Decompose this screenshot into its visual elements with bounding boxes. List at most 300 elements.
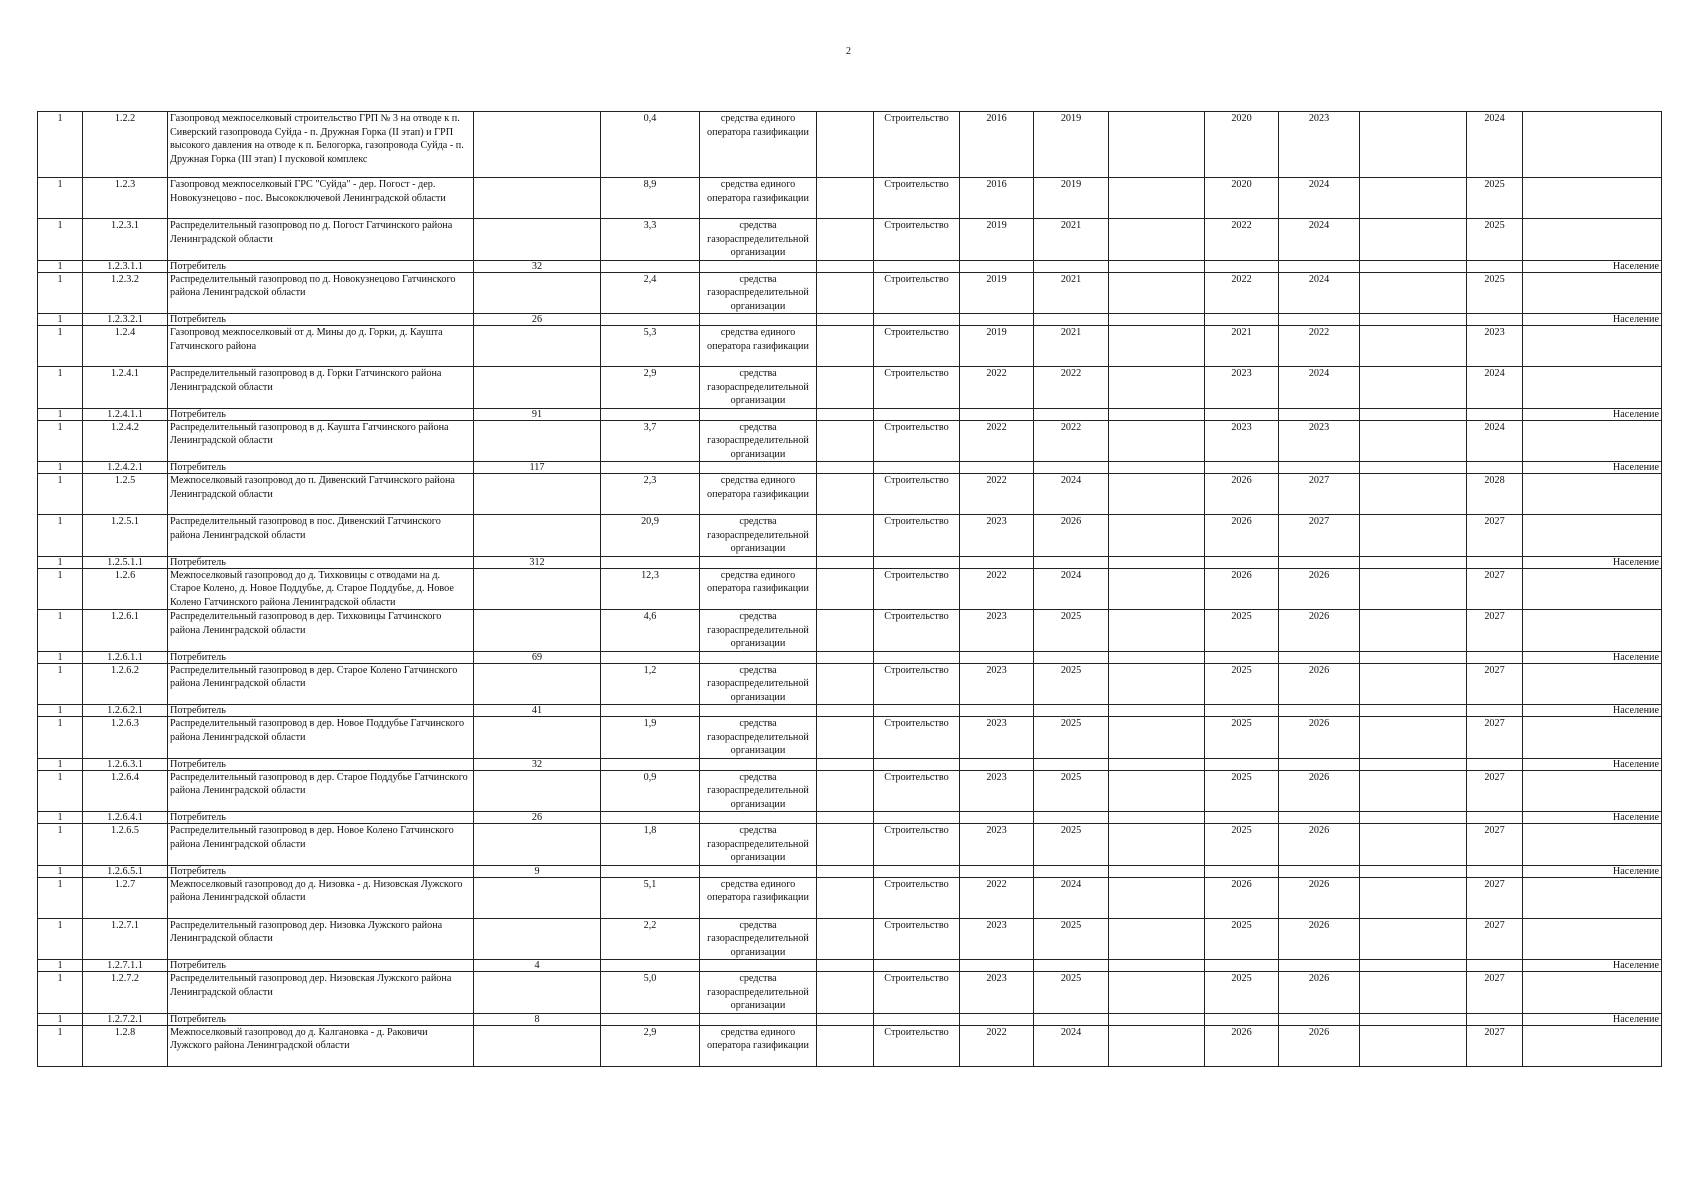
empty-cell xyxy=(1360,918,1467,960)
year-plan-start-cell: 2025 xyxy=(1205,770,1279,812)
empty-cell xyxy=(1109,474,1205,515)
object-name-cell: Распределительный газопровод в пос. Дивенский Гатчинского района Ленинградской области xyxy=(168,515,474,557)
consumer-count-cell xyxy=(474,112,601,178)
empty-cell xyxy=(700,1013,817,1025)
empty-cell xyxy=(1205,408,1279,420)
empty-cell xyxy=(1467,260,1523,272)
consumer-count-cell: 32 xyxy=(474,758,601,770)
year-commission-cell: 2023 xyxy=(1467,326,1523,367)
object-row xyxy=(38,663,1662,705)
empty-cell xyxy=(817,219,874,261)
consumer-row xyxy=(38,758,1662,770)
code-cell: 1.2.3.2 xyxy=(83,272,168,314)
consumer-label-cell: Потребитель xyxy=(168,462,474,474)
consumer-category-cell xyxy=(1523,824,1662,866)
empty-cell xyxy=(874,408,960,420)
code-cell: 1.2.6.3.1 xyxy=(83,758,168,770)
year-end-cell: 2022 xyxy=(1034,420,1109,462)
empty-cell xyxy=(1109,462,1205,474)
consumer-category-cell: Население xyxy=(1523,314,1662,326)
object-name-cell: Распределительный газопровод в дер. Старое Колено Гатчинского района Ленинградской области xyxy=(168,663,474,705)
empty-cell xyxy=(1034,651,1109,663)
object-row xyxy=(38,877,1662,918)
funding-source-cell: средства единого оператора газификации xyxy=(700,1025,817,1066)
empty-cell xyxy=(817,420,874,462)
year-plan-start-cell: 2026 xyxy=(1205,1025,1279,1066)
year-start-cell: 2023 xyxy=(960,663,1034,705)
year-start-cell: 2023 xyxy=(960,918,1034,960)
year-end-cell: 2025 xyxy=(1034,972,1109,1014)
empty-cell xyxy=(1360,515,1467,557)
empty-cell xyxy=(960,260,1034,272)
consumer-category-cell: Население xyxy=(1523,812,1662,824)
consumer-category-cell xyxy=(1523,610,1662,652)
empty-cell xyxy=(700,758,817,770)
empty-cell xyxy=(960,314,1034,326)
consumer-count-cell: 312 xyxy=(474,556,601,568)
object-row xyxy=(38,568,1662,610)
code-cell: 1.2.6.5 xyxy=(83,824,168,866)
length-cell: 5,1 xyxy=(601,877,700,918)
year-commission-cell: 2027 xyxy=(1467,918,1523,960)
consumer-label-cell: Потребитель xyxy=(168,812,474,824)
code-cell: 1.2.6 xyxy=(83,568,168,610)
consumer-count-cell: 32 xyxy=(474,260,601,272)
empty-cell xyxy=(1109,610,1205,652)
code-cell: 1.2.6.2.1 xyxy=(83,705,168,717)
empty-cell xyxy=(817,515,874,557)
object-name-cell: Распределительный газопровод в д. Горки Гатчинского района Ленинградской области xyxy=(168,367,474,409)
empty-cell xyxy=(1467,812,1523,824)
code-cell: 1.2.3 xyxy=(83,178,168,219)
year-plan-start-cell: 2023 xyxy=(1205,367,1279,409)
year-plan-start-cell: 2026 xyxy=(1205,877,1279,918)
empty-cell xyxy=(1109,758,1205,770)
empty-cell xyxy=(1467,314,1523,326)
code-cell: 1.2.6.1 xyxy=(83,610,168,652)
consumer-count-cell xyxy=(474,770,601,812)
year-end-cell: 2025 xyxy=(1034,663,1109,705)
row-index-cell: 1 xyxy=(38,918,83,960)
year-plan-end-cell: 2026 xyxy=(1279,824,1360,866)
year-commission-cell: 2027 xyxy=(1467,717,1523,759)
year-plan-start-cell: 2025 xyxy=(1205,918,1279,960)
empty-cell xyxy=(1109,877,1205,918)
consumer-label-cell: Потребитель xyxy=(168,1013,474,1025)
empty-cell xyxy=(1467,556,1523,568)
code-cell: 1.2.5.1 xyxy=(83,515,168,557)
empty-cell xyxy=(700,462,817,474)
object-row xyxy=(38,717,1662,759)
year-plan-end-cell: 2022 xyxy=(1279,326,1360,367)
object-name-cell: Межпоселковый газопровод до п. Дивенский Гатчинского района Ленинградской области xyxy=(168,474,474,515)
empty-cell xyxy=(817,972,874,1014)
empty-cell xyxy=(700,705,817,717)
empty-cell xyxy=(817,408,874,420)
year-end-cell: 2025 xyxy=(1034,717,1109,759)
row-index-cell: 1 xyxy=(38,326,83,367)
object-name-cell: Межпоселковый газопровод до д. Низовка - д. Низовская Лужского района Ленинградской области xyxy=(168,877,474,918)
year-plan-start-cell: 2025 xyxy=(1205,610,1279,652)
length-cell: 8,9 xyxy=(601,178,700,219)
work-type-cell: Строительство xyxy=(874,515,960,557)
consumer-count-cell: 41 xyxy=(474,705,601,717)
year-commission-cell: 2025 xyxy=(1467,178,1523,219)
consumer-category-cell xyxy=(1523,663,1662,705)
object-name-cell: Распределительный газопровод дер. Низовка Лужского района Ленинградской области xyxy=(168,918,474,960)
year-start-cell: 2023 xyxy=(960,610,1034,652)
empty-cell xyxy=(874,758,960,770)
work-type-cell: Строительство xyxy=(874,918,960,960)
consumer-row xyxy=(38,556,1662,568)
empty-cell xyxy=(817,556,874,568)
consumer-label-cell: Потребитель xyxy=(168,865,474,877)
empty-cell xyxy=(1109,663,1205,705)
consumer-label-cell: Потребитель xyxy=(168,651,474,663)
funding-source-cell: средства единого оператора газификации xyxy=(700,568,817,610)
empty-cell xyxy=(1360,824,1467,866)
empty-cell xyxy=(1279,462,1360,474)
funding-source-cell: средства газораспределительной организации xyxy=(700,663,817,705)
length-cell: 1,2 xyxy=(601,663,700,705)
gasification-table xyxy=(37,111,1662,1067)
empty-cell xyxy=(1360,758,1467,770)
empty-cell xyxy=(1279,556,1360,568)
length-cell: 5,3 xyxy=(601,326,700,367)
work-type-cell: Строительство xyxy=(874,219,960,261)
year-plan-start-cell: 2026 xyxy=(1205,515,1279,557)
object-row xyxy=(38,272,1662,314)
empty-cell xyxy=(1109,568,1205,610)
empty-cell xyxy=(1109,260,1205,272)
row-index-cell: 1 xyxy=(38,705,83,717)
consumer-label-cell: Потребитель xyxy=(168,408,474,420)
empty-cell xyxy=(1360,972,1467,1014)
object-row xyxy=(38,824,1662,866)
row-index-cell: 1 xyxy=(38,462,83,474)
year-start-cell: 2023 xyxy=(960,824,1034,866)
empty-cell xyxy=(1360,663,1467,705)
code-cell: 1.2.6.4.1 xyxy=(83,812,168,824)
empty-cell xyxy=(1109,651,1205,663)
empty-cell xyxy=(1034,314,1109,326)
empty-cell xyxy=(1360,326,1467,367)
consumer-count-cell xyxy=(474,972,601,1014)
year-end-cell: 2021 xyxy=(1034,219,1109,261)
empty-cell xyxy=(817,824,874,866)
code-cell: 1.2.2 xyxy=(83,112,168,178)
row-index-cell: 1 xyxy=(38,960,83,972)
consumer-category-cell xyxy=(1523,367,1662,409)
funding-source-cell: средства газораспределительной организации xyxy=(700,972,817,1014)
consumer-category-cell: Население xyxy=(1523,651,1662,663)
empty-cell xyxy=(817,272,874,314)
length-cell: 2,9 xyxy=(601,367,700,409)
empty-cell xyxy=(700,556,817,568)
year-commission-cell: 2027 xyxy=(1467,1025,1523,1066)
empty-cell xyxy=(1034,408,1109,420)
object-name-cell: Распределительный газопровод в дер. Старое Поддубье Гатчинского района Ленинградской области xyxy=(168,770,474,812)
empty-cell xyxy=(700,314,817,326)
row-index-cell: 1 xyxy=(38,314,83,326)
year-plan-start-cell: 2025 xyxy=(1205,972,1279,1014)
year-plan-start-cell: 2025 xyxy=(1205,824,1279,866)
empty-cell xyxy=(1360,877,1467,918)
empty-cell xyxy=(1205,960,1279,972)
work-type-cell: Строительство xyxy=(874,972,960,1014)
empty-cell xyxy=(817,651,874,663)
empty-cell xyxy=(601,260,700,272)
consumer-label-cell: Потребитель xyxy=(168,960,474,972)
code-cell: 1.2.6.2 xyxy=(83,663,168,705)
year-end-cell: 2019 xyxy=(1034,178,1109,219)
year-end-cell: 2019 xyxy=(1034,112,1109,178)
object-name-cell: Газопровод межпоселковый ГРС "Суйда" - дер. Погост - дер. Новокузнецово - пос. Высокоключевой Ленинградской области xyxy=(168,178,474,219)
empty-cell xyxy=(1467,1013,1523,1025)
empty-cell xyxy=(960,758,1034,770)
row-index-cell: 1 xyxy=(38,877,83,918)
year-plan-end-cell: 2023 xyxy=(1279,420,1360,462)
empty-cell xyxy=(1109,515,1205,557)
length-cell: 3,3 xyxy=(601,219,700,261)
row-index-cell: 1 xyxy=(38,770,83,812)
consumer-count-cell xyxy=(474,515,601,557)
consumer-category-cell xyxy=(1523,717,1662,759)
table-body xyxy=(38,112,1662,1067)
empty-cell xyxy=(1467,705,1523,717)
object-row xyxy=(38,178,1662,219)
work-type-cell: Строительство xyxy=(874,367,960,409)
empty-cell xyxy=(1034,758,1109,770)
empty-cell xyxy=(817,877,874,918)
empty-cell xyxy=(1109,326,1205,367)
object-row xyxy=(38,1025,1662,1066)
empty-cell xyxy=(1360,219,1467,261)
year-end-cell: 2021 xyxy=(1034,326,1109,367)
work-type-cell: Строительство xyxy=(874,474,960,515)
empty-cell xyxy=(1205,812,1279,824)
year-plan-start-cell: 2020 xyxy=(1205,178,1279,219)
empty-cell xyxy=(1034,1013,1109,1025)
row-index-cell: 1 xyxy=(38,865,83,877)
year-plan-start-cell: 2025 xyxy=(1205,663,1279,705)
year-commission-cell: 2027 xyxy=(1467,515,1523,557)
row-index-cell: 1 xyxy=(38,1013,83,1025)
empty-cell xyxy=(601,462,700,474)
consumer-category-cell xyxy=(1523,178,1662,219)
consumer-count-cell xyxy=(474,272,601,314)
consumer-count-cell xyxy=(474,824,601,866)
consumer-count-cell xyxy=(474,219,601,261)
consumer-category-cell: Население xyxy=(1523,758,1662,770)
empty-cell xyxy=(1360,865,1467,877)
empty-cell xyxy=(1279,812,1360,824)
empty-cell xyxy=(1467,651,1523,663)
consumer-row xyxy=(38,260,1662,272)
object-row xyxy=(38,972,1662,1014)
code-cell: 1.2.4.2 xyxy=(83,420,168,462)
code-cell: 1.2.7.1.1 xyxy=(83,960,168,972)
empty-cell xyxy=(817,474,874,515)
object-row xyxy=(38,610,1662,652)
year-start-cell: 2022 xyxy=(960,420,1034,462)
consumer-count-cell xyxy=(474,568,601,610)
consumer-label-cell: Потребитель xyxy=(168,314,474,326)
empty-cell xyxy=(817,918,874,960)
empty-cell xyxy=(1360,651,1467,663)
empty-cell xyxy=(1360,770,1467,812)
length-cell: 1,9 xyxy=(601,717,700,759)
empty-cell xyxy=(817,112,874,178)
empty-cell xyxy=(1205,314,1279,326)
year-start-cell: 2019 xyxy=(960,326,1034,367)
year-plan-end-cell: 2024 xyxy=(1279,367,1360,409)
work-type-cell: Строительство xyxy=(874,420,960,462)
empty-cell xyxy=(874,651,960,663)
empty-cell xyxy=(1360,717,1467,759)
empty-cell xyxy=(1360,367,1467,409)
length-cell: 4,6 xyxy=(601,610,700,652)
row-index-cell: 1 xyxy=(38,1025,83,1066)
empty-cell xyxy=(1034,960,1109,972)
empty-cell xyxy=(874,314,960,326)
year-commission-cell: 2027 xyxy=(1467,663,1523,705)
empty-cell xyxy=(601,1013,700,1025)
empty-cell xyxy=(817,314,874,326)
year-start-cell: 2019 xyxy=(960,219,1034,261)
work-type-cell: Строительство xyxy=(874,610,960,652)
year-end-cell: 2026 xyxy=(1034,515,1109,557)
row-index-cell: 1 xyxy=(38,408,83,420)
year-plan-end-cell: 2026 xyxy=(1279,972,1360,1014)
empty-cell xyxy=(700,865,817,877)
code-cell: 1.2.4.1.1 xyxy=(83,408,168,420)
consumer-category-cell xyxy=(1523,568,1662,610)
empty-cell xyxy=(817,717,874,759)
code-cell: 1.2.6.5.1 xyxy=(83,865,168,877)
year-end-cell: 2025 xyxy=(1034,824,1109,866)
consumer-count-cell xyxy=(474,717,601,759)
empty-cell xyxy=(817,812,874,824)
year-plan-end-cell: 2026 xyxy=(1279,918,1360,960)
code-cell: 1.2.6.3 xyxy=(83,717,168,759)
year-end-cell: 2024 xyxy=(1034,1025,1109,1066)
consumer-row xyxy=(38,812,1662,824)
consumer-count-cell: 8 xyxy=(474,1013,601,1025)
consumer-category-cell xyxy=(1523,272,1662,314)
consumer-category-cell xyxy=(1523,474,1662,515)
empty-cell xyxy=(601,314,700,326)
consumer-row xyxy=(38,1013,1662,1025)
empty-cell xyxy=(700,960,817,972)
object-name-cell: Межпоселковый газопровод до д. Калгановка - д. Раковичи Лужского района Ленинградской области xyxy=(168,1025,474,1066)
empty-cell xyxy=(1279,758,1360,770)
empty-cell xyxy=(1109,1013,1205,1025)
empty-cell xyxy=(1034,865,1109,877)
empty-cell xyxy=(960,812,1034,824)
object-row xyxy=(38,112,1662,178)
empty-cell xyxy=(1109,1025,1205,1066)
empty-cell xyxy=(817,367,874,409)
consumer-count-cell xyxy=(474,474,601,515)
code-cell: 1.2.3.1.1 xyxy=(83,260,168,272)
empty-cell xyxy=(1360,556,1467,568)
consumer-category-cell xyxy=(1523,1025,1662,1066)
empty-cell xyxy=(1109,705,1205,717)
year-start-cell: 2023 xyxy=(960,770,1034,812)
year-commission-cell: 2027 xyxy=(1467,568,1523,610)
code-cell: 1.2.8 xyxy=(83,1025,168,1066)
empty-cell xyxy=(1360,408,1467,420)
work-type-cell: Строительство xyxy=(874,568,960,610)
consumer-count-cell: 9 xyxy=(474,865,601,877)
empty-cell xyxy=(817,960,874,972)
row-index-cell: 1 xyxy=(38,272,83,314)
year-start-cell: 2022 xyxy=(960,877,1034,918)
empty-cell xyxy=(817,758,874,770)
object-row xyxy=(38,326,1662,367)
funding-source-cell: средства единого оператора газификации xyxy=(700,877,817,918)
empty-cell xyxy=(1467,408,1523,420)
length-cell: 20,9 xyxy=(601,515,700,557)
empty-cell xyxy=(601,812,700,824)
year-plan-start-cell: 2026 xyxy=(1205,474,1279,515)
empty-cell xyxy=(1109,178,1205,219)
consumer-category-cell: Население xyxy=(1523,705,1662,717)
year-end-cell: 2025 xyxy=(1034,770,1109,812)
empty-cell xyxy=(1360,420,1467,462)
year-start-cell: 2022 xyxy=(960,367,1034,409)
consumer-category-cell xyxy=(1523,972,1662,1014)
code-cell: 1.2.7.2 xyxy=(83,972,168,1014)
empty-cell xyxy=(1360,314,1467,326)
year-end-cell: 2024 xyxy=(1034,568,1109,610)
consumer-count-cell xyxy=(474,877,601,918)
year-plan-end-cell: 2026 xyxy=(1279,663,1360,705)
empty-cell xyxy=(1279,408,1360,420)
consumer-row xyxy=(38,314,1662,326)
empty-cell xyxy=(1109,408,1205,420)
empty-cell xyxy=(1360,568,1467,610)
year-plan-end-cell: 2023 xyxy=(1279,112,1360,178)
empty-cell xyxy=(1034,705,1109,717)
empty-cell xyxy=(817,610,874,652)
year-commission-cell: 2025 xyxy=(1467,272,1523,314)
year-plan-start-cell: 2025 xyxy=(1205,717,1279,759)
empty-cell xyxy=(874,812,960,824)
row-index-cell: 1 xyxy=(38,474,83,515)
empty-cell xyxy=(700,408,817,420)
consumer-row xyxy=(38,960,1662,972)
code-cell: 1.2.6.1.1 xyxy=(83,651,168,663)
empty-cell xyxy=(817,178,874,219)
length-cell: 12,3 xyxy=(601,568,700,610)
funding-source-cell: средства единого оператора газификации xyxy=(700,178,817,219)
year-start-cell: 2022 xyxy=(960,1025,1034,1066)
year-end-cell: 2022 xyxy=(1034,367,1109,409)
empty-cell xyxy=(1360,1025,1467,1066)
row-index-cell: 1 xyxy=(38,367,83,409)
empty-cell xyxy=(1109,918,1205,960)
empty-cell xyxy=(601,865,700,877)
empty-cell xyxy=(601,960,700,972)
year-plan-end-cell: 2026 xyxy=(1279,610,1360,652)
consumer-count-cell: 69 xyxy=(474,651,601,663)
empty-cell xyxy=(700,260,817,272)
page-number: 2 xyxy=(846,46,851,57)
empty-cell xyxy=(1279,1013,1360,1025)
object-name-cell: Распределительный газопровод по д. Новокузнецово Гатчинского района Ленинградской области xyxy=(168,272,474,314)
